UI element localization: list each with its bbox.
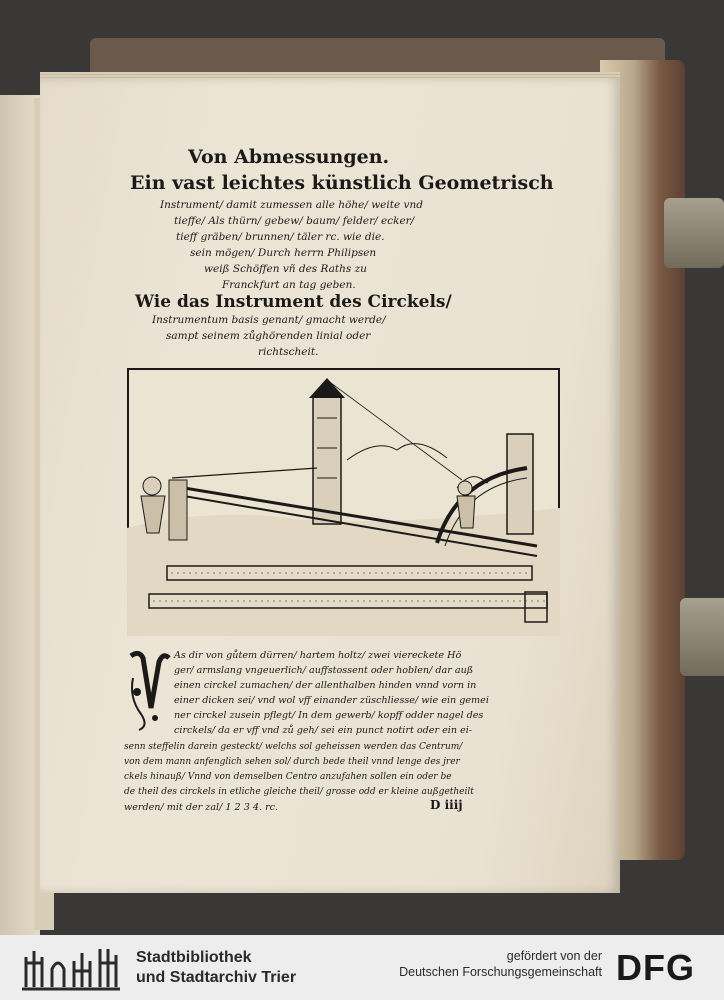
- library-name: [136, 948, 296, 988]
- body-text-line: werden/ mit der zal/ 1 2 3 4. rc.: [124, 802, 279, 813]
- footer-bar: [0, 935, 724, 1000]
- section-subtitle-line: Instrumentum basis genant/ gmacht werde/: [152, 314, 386, 326]
- body-text-line: As dir von gůtem dürren/ hartem holtz/ zwei viereckete Hö: [174, 650, 462, 661]
- funding-line-2: Deutschen Forschungsgemeinschaft: [399, 965, 602, 979]
- body-text-line: de theil des circkels in etliche gleiche theil/ grosse odd er kleine außgetheilt: [124, 787, 474, 797]
- body-text-line: circkels/ da er vff vnd zů geh/ sei ein punct notirt oder ein ei-: [174, 725, 473, 736]
- body-text-line: einer dicken sei/ vnd wol vff einander züschliesse/ wie ein gemei: [174, 695, 489, 706]
- body-text-line: ner circkel zusein pflegt/ In dem gewerb/ kopff odder nagel des: [174, 710, 484, 721]
- dfg-logo: DFG: [616, 947, 695, 988]
- section-subtitle-line: richtscheit.: [258, 346, 319, 358]
- body-text-line: ckels hinauß/ Vnnd von demselben Centro anzufahen sollen ein oder be: [124, 772, 452, 782]
- signature-mark: D iiij: [430, 798, 463, 812]
- decorated-initial-w: [125, 648, 173, 732]
- body-text-line: ger/ armslang vngeuerlich/ auffstossent oder hoblen/ dar auß: [174, 665, 474, 676]
- clasp-lower: [680, 598, 724, 676]
- section-subtitle-line: sampt seinem zůghörenden linial oder: [166, 330, 371, 342]
- body-text-line: senn steffelin darein gesteckt/ welchs sol geheissen werden das Centrum/: [124, 742, 463, 752]
- page-heading-line-1: Von Abmessungen.: [188, 146, 390, 168]
- library-logo-icon: [20, 943, 126, 993]
- library-name-line-1: Stadtbibliothek: [136, 949, 252, 966]
- subtitle-line: Franckfurt an tag geben.: [222, 279, 356, 291]
- body-text-line: von dem mann anfenglich sehen sol/ durch bede theil vnnd lenge des jrer: [124, 757, 460, 767]
- subtitle-line: weiß Schöffen vñ des Raths zu: [204, 263, 367, 275]
- subtitle-line: tieff gräben/ brunnen/ täler rc. wie die.: [176, 231, 385, 243]
- library-name-line-2: und Stadtarchiv Trier: [136, 969, 297, 986]
- subtitle-line: Instrument/ damit zumessen alle höhe/ weite vnd: [160, 199, 423, 211]
- funding-line-1: gefördert von der: [506, 949, 602, 963]
- page-heading-line-2: Ein vast leichtes künstlich Geometrisch: [130, 172, 554, 194]
- section-heading: Wie das Instrument des Circkels/: [135, 292, 452, 312]
- subtitle-line: tieffe/ Als thürn/ gebew/ baum/ felder/ ecker/: [174, 215, 415, 227]
- clasp-upper: [664, 198, 724, 268]
- body-text-line: einen circkel zumachen/ der allenthalben hinden vnnd vorn in: [174, 680, 477, 691]
- woodcut-illustration: [127, 368, 560, 636]
- funding-notice: [399, 948, 602, 980]
- subtitle-line: sein mögen/ Durch herrn Philipsen: [190, 247, 377, 259]
